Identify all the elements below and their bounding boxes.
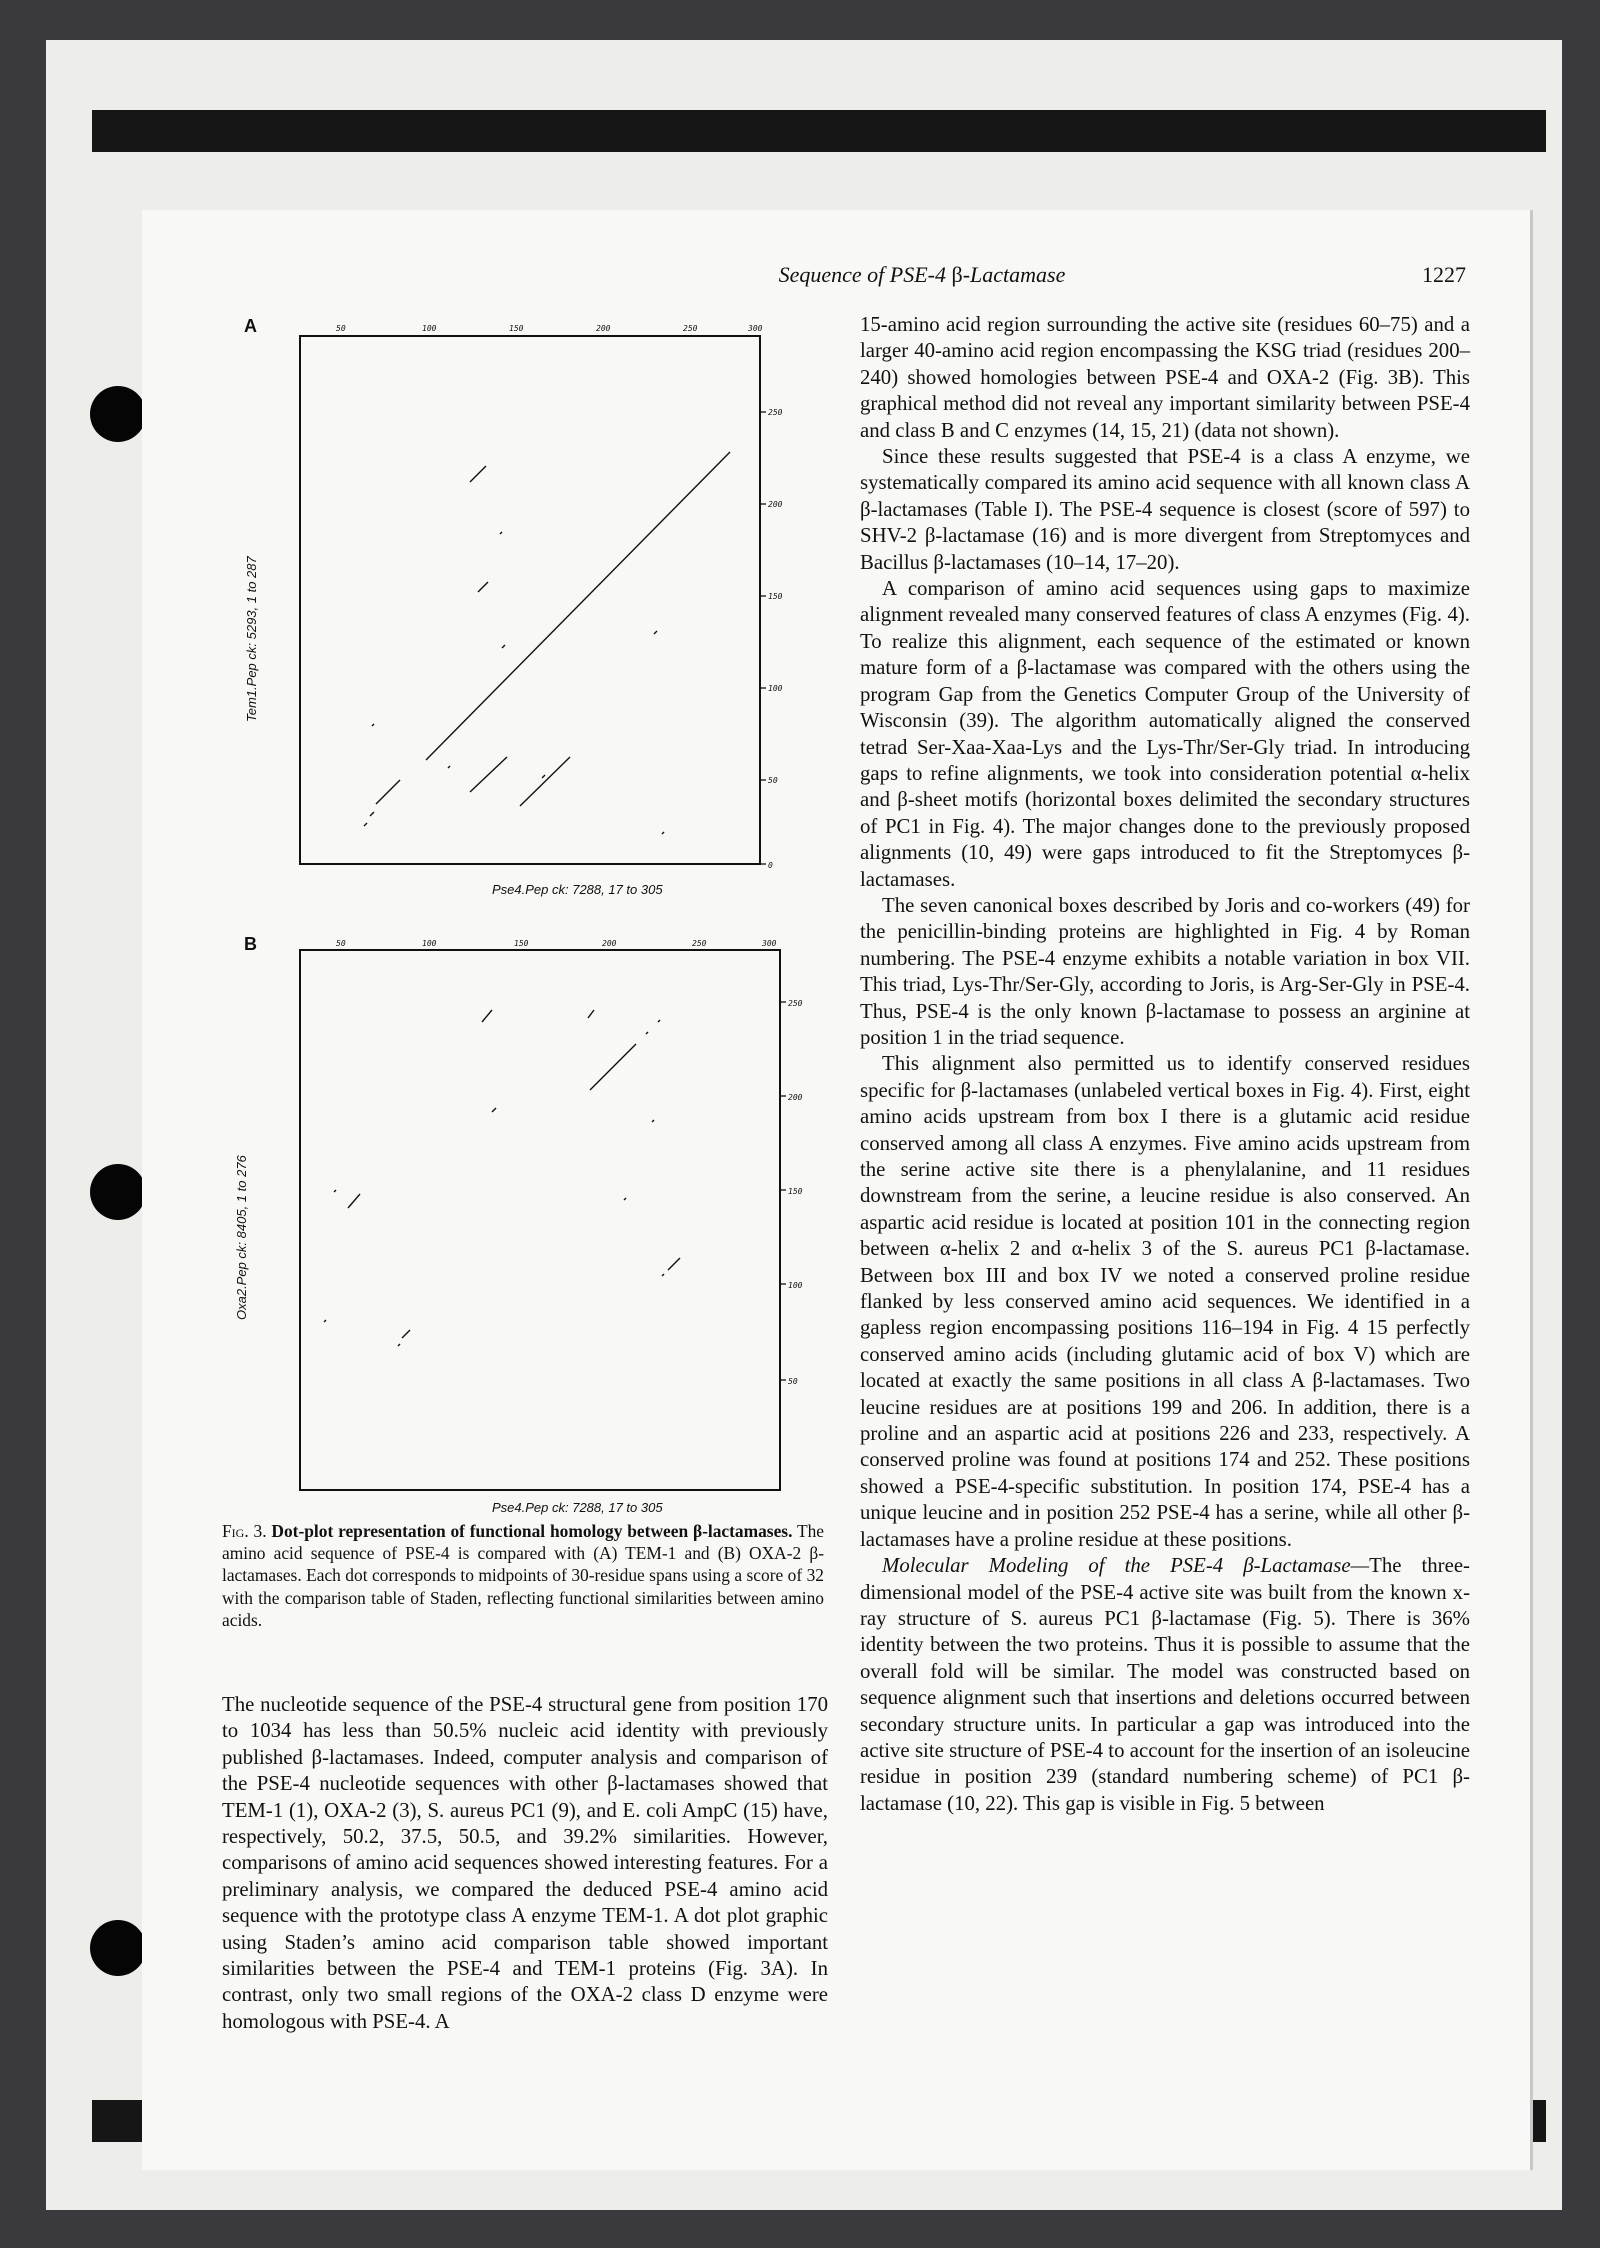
right-tick-label: 50: [788, 1377, 798, 1386]
paragraph: 15-amino acid region surrounding the active site (residues 60–75) and a larger 40-amino acid region encompassing the KSG triad (residues 200–240) showed homologies between PSE-4 and OXA-2 (Fig. 3B). This graphical method did not reveal any important similarity between PSE-4 and class B and C enzymes (14, 15, 21) (data not shown).: [860, 313, 1470, 442]
top-tick-label: 200: [596, 324, 611, 333]
top-tick-label: 150: [509, 324, 524, 333]
running-header: Sequence of PSE-4 β-Lactamase: [778, 262, 1066, 287]
top-tick-label: 50: [336, 324, 346, 333]
paragraph: Molecular Modeling of the PSE-4 β-Lactamase—The three-dimensional model of the PSE-4 active site was built from the known x-ray structure of S. aureus PC1 β-lactamase (Fig. 5). There is 36% identity between the two proteins. Thus it is possible to assume that the overall fold will be similar. The model was constructed based on sequence alignment such that insertions and deletions occurred between secondary structure units. In particular a gap was introduced into the active site structure of PSE-4 to account for the insertion of an isoleucine residue in position 239 (standard numbering scheme) of PC1 β-lactamase (10, 22). This gap is visible in Fig. 5 between: [860, 1554, 1470, 1815]
paragraph: A comparison of amino acid sequences using gaps to maximize alignment revealed many conserved features of class A enzymes (Fig. 4). To realize this alignment, each sequence of the estimated or known mature form of a β-lactamase was compared with the others using the program Gap from the Genetics Computer Group of the University of Wisconsin (39). The algorithm automatically aligned the conserved tetrad Ser-Xaa-Xaa-Lys and the Lys-Thr/Ser-Gly triad. In introducing gaps to refine alignments, we took into consideration potential α-helix and β-sheet motifs (horizontal boxes delimited the secondary structures of PC1 in Fig. 4). The major changes done to the previously proposed alignments (10, 49) were gaps introduced to fit the Streptomyces β-lactamases.: [860, 577, 1470, 891]
top-tick-label: 100: [422, 939, 437, 948]
top-tick-label: 150: [514, 939, 529, 948]
journal-page: [142, 210, 1533, 2170]
paragraph: The seven canonical boxes described by Joris and co-workers (49) for the penicillin-binding proteins are highlighted in Fig. 4 by Roman numbering. The PSE-4 enzyme exhibits a notable variation in box VII. This triad, Lys-Thr/Ser-Gly, according to Joris, is Arg-Ser-Gly in PSE-4. Thus, PSE-4 is the only known β-lactamase to possess an arginine at position 1 in the triad sequence.: [860, 893, 1470, 1049]
top-tick-label: 100: [422, 324, 437, 333]
panel-a-x-axis-caption: Pse4.Pep ck: 7288, 17 to 305: [492, 882, 663, 897]
scanned-sheet: [46, 40, 1562, 2210]
top-tick-label: 50: [336, 939, 346, 948]
top-tick-label: 250: [692, 939, 707, 948]
panel-a-y-axis-caption: Tem1.Pep ck: 5293, 1 to 287: [244, 556, 259, 722]
right-column: [860, 312, 1470, 1817]
figure-caption: [222, 1520, 824, 1631]
punch-hole: [90, 386, 146, 442]
page-number: 1227: [1422, 262, 1466, 287]
right-tick-label: 150: [768, 592, 783, 601]
panel-b-y-axis-caption: Oxa2.Pep ck: 8405, 1 to 276: [234, 1155, 249, 1320]
paragraph: The nucleotide sequence of the PSE-4 structural gene from position 170 to 1034 has less than 50.5% nucleic acid identity with previously published β-lactamases. Indeed, computer analysis and comparison of the PSE-4 nucleotide sequences with other β-lactamases showed that TEM-1 (1), OXA-2 (3), S. aureus PC1 (9), and E. coli AmpC (15) have, respectively, 50.2, 37.5, 50.5, and 39.2% similarities. However, comparisons of amino acid sequences showed interesting features. For a preliminary analysis, we compared the deduced PSE-4 amino acid sequence with the prototype class A enzyme TEM-1. A dot plot graphic using Staden’s amino acid comparison table showed important similarities between the PSE-4 and TEM-1 proteins (Fig. 3A). In contrast, only two small regions of the OXA-2 class D enzyme were homologous with PSE-4. A: [222, 1693, 828, 2033]
top-tick-label: 300: [748, 324, 763, 333]
section-heading: Molecular Modeling of the PSE-4 β-Lactamase—: [882, 1554, 1370, 1578]
punch-hole: [90, 1920, 146, 1976]
dot-plot-b: [252, 938, 822, 1538]
panel-b-x-axis-caption: Pse4.Pep ck: 7288, 17 to 305: [492, 1500, 663, 1515]
right-tick-label: 150: [788, 1187, 803, 1196]
right-tick-label: 200: [768, 500, 783, 509]
binder-bar-top: [92, 110, 1546, 152]
paragraph: This alignment also permitted us to identify conserved residues specific for β-lactamases (unlabeled vertical boxes in Fig. 4). First, eight amino acids upstream from box I there is a glutamic acid residue conserved among all class A enzymes. Five amino acids upstream from the serine active site there is a phenylalanine, and 11 residues downstream from the serine, a leucine residue is also conserved. An aspartic acid residue is located at position 101 in the connecting region between α-helix 2 and α-helix 3 of the S. aureus PC1 β-lactamase. Between box III and box IV we noted a conserved proline residue flanked by less conserved amino acid sequences. We identified in a gapless region encompassing positions 116–194 in Fig. 4 15 perfectly conserved amino acids (including glutamic acid of box V) which are located at exactly the same positions in all class A β-lactamases. Two leucine residues are at positions 199 and 206. In addition, there is a proline and an aspartic acid at positions 226 and 233, respectively. A conserved proline was found at positions 174 and 252. These positions showed a PSE-4-specific substitution. In position 174, PSE-4 has a unique leucine and in position 252 PSE-4 has a serine, while all other β-lactamases have a proline residue at these positions.: [860, 1052, 1470, 1551]
caption-text: The amino acid sequence of PSE-4 is compared with (A) TEM-1 and (B) OXA-2 β-lactamases. Each dot corresponds to midpoints of 30-residue spans using a score of 32 with the comparison table of Staden, reflecting functional similarities between amino acids.: [222, 1521, 824, 1630]
top-tick-label: 300: [762, 939, 777, 948]
left-column: [222, 1692, 828, 2035]
dot-plot-a: [252, 322, 812, 912]
top-tick-label: 200: [602, 939, 617, 948]
panel-a-letter: A: [244, 316, 257, 336]
right-tick-label: 200: [788, 1093, 803, 1102]
caption-bold: Dot-plot representation of functional homology between β-lactamases.: [271, 1521, 793, 1541]
punch-hole: [90, 1164, 146, 1220]
top-tick-label: 250: [683, 324, 698, 333]
right-tick-label: 0: [768, 861, 773, 870]
right-tick-label: 250: [768, 408, 783, 417]
right-tick-label: 250: [788, 999, 803, 1008]
right-tick-label: 100: [788, 1281, 803, 1290]
caption-label: Fig. 3.: [222, 1521, 267, 1541]
panel-b-letter: B: [244, 934, 257, 954]
paragraph: Since these results suggested that PSE-4 is a class A enzyme, we systematically compared its amino acid sequence with all known class A β-lactamases (Table I). The PSE-4 sequence is closest (score of 597) to SHV-2 β-lactamase (16) and is more divergent from Streptomyces and Bacillus β-lactamases (10–14, 17–20).: [860, 445, 1470, 574]
right-tick-label: 100: [768, 684, 783, 693]
right-tick-label: 50: [768, 776, 778, 785]
dot-plot-a-dot: [470, 757, 507, 792]
